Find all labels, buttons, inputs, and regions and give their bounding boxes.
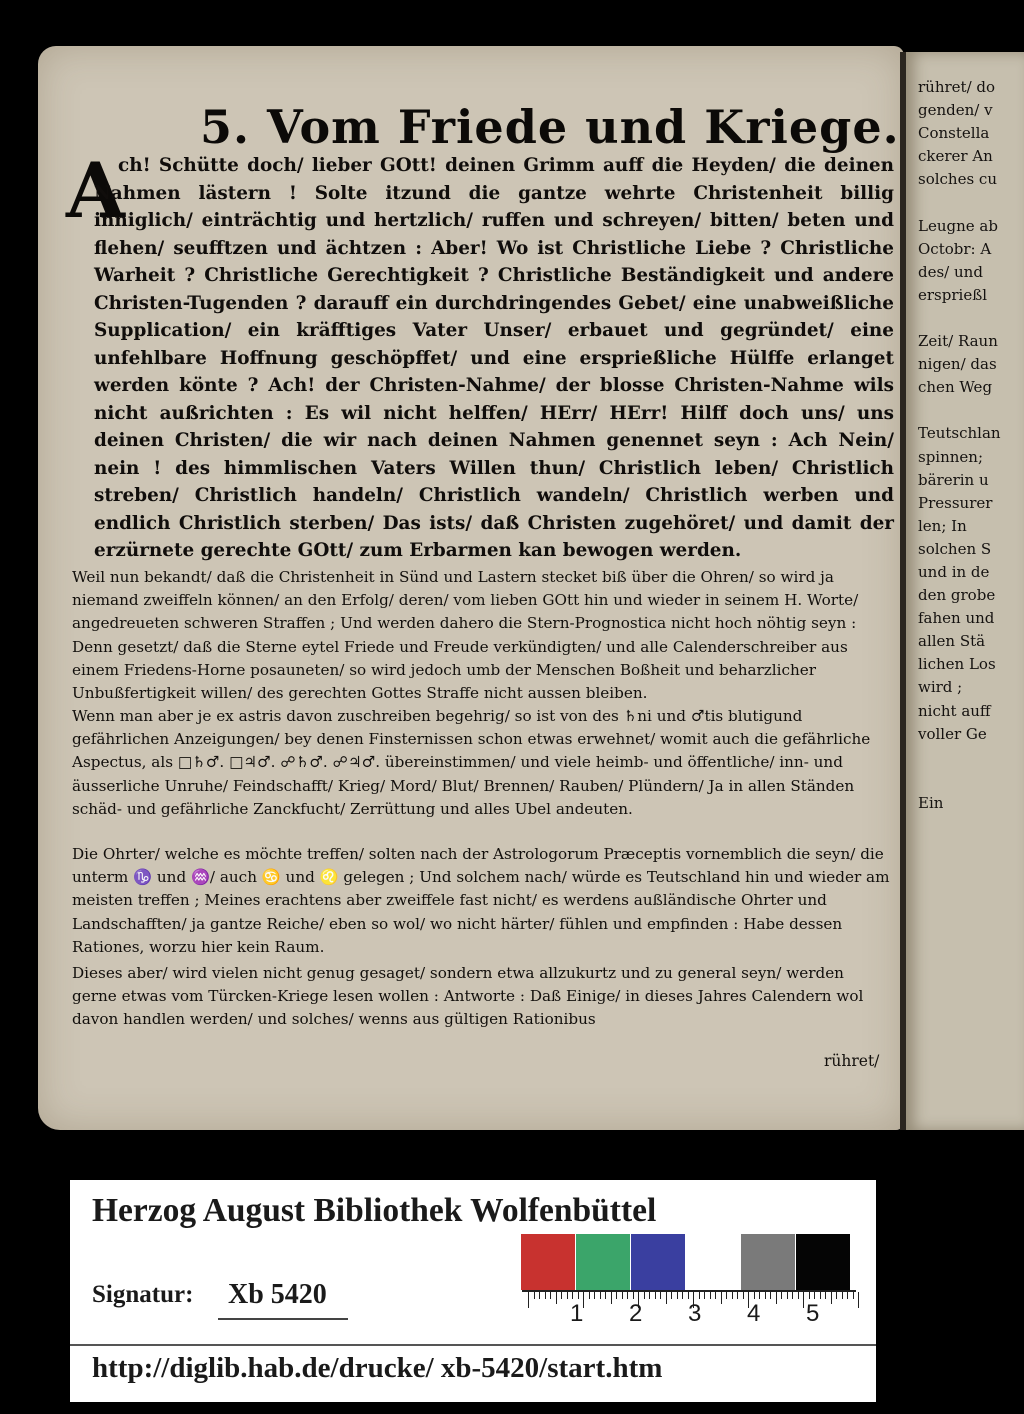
ruler-tick <box>594 1292 595 1299</box>
ruler-tick <box>600 1292 601 1299</box>
facing-page-line: spinnen; <box>918 447 984 466</box>
ruler-tick <box>605 1292 606 1299</box>
ruler-tick <box>534 1292 535 1299</box>
ruler-tick <box>803 1292 804 1308</box>
ruler-tick <box>847 1292 848 1299</box>
facing-page-line: lichen Los <box>918 655 996 674</box>
paragraph-2: Weil nun bekandt/ daß die Christenheit in Sünd und Lastern stecket biß über die Ohren/ so wird ja niemand zweiffeln können/ an den Erfolg/ deren/ vom lieben GOtt hin und wieder in seinem H. Worte/ angedreueten schweren Straffen ; Und werden dahero die Stern-Prognostica nicht hoch nöhtig seyn : Denn gesetzt/ daß die Sterne eytel Friede und Freude verkündigten/ und alle Calenderschreiber aus einem Friedens-Horne posauneten/ so wird jedoch umb der Menschen Boßheit und beharzlicher Unbußfertigkeit willen/ des gerechten Gottes Straffe nicht aussen bleiben. <box>72 568 859 703</box>
facing-page-line: Ein <box>918 793 944 812</box>
facing-page-line: Leugne ab <box>918 216 998 235</box>
facing-page-line: und in de <box>918 562 990 581</box>
ruler-number: 1 <box>570 1300 584 1327</box>
facing-page-line: Octobr: A <box>918 239 992 258</box>
signatur-value: Xb 5420 <box>228 1279 327 1310</box>
ruler-tick <box>528 1292 529 1308</box>
facing-page-text <box>918 76 1024 815</box>
ruler-tick <box>809 1292 810 1299</box>
paragraph-4: Die Ohrter/ welche es möchte treffen/ solten nach der Astrologorum Præceptis vornemblich die seyn/ die unterm ♑ und ♒/ auch ♋ und ♌ gelegen ; Und solchem nach/ würde es Teutschland hin und wieder am meisten treffen ; Meines erachtens aber zweiffele fast nicht/ es werdens außländische Ohrter und Landschafften/ ja gantze Reiche/ eben so wol/ wo nicht härter/ fühlen und empfinden : Habe dessen Rationes, worzu hier kein Raum. <box>72 845 890 956</box>
facing-page-line <box>918 307 1024 330</box>
ruler-tick <box>798 1292 799 1299</box>
color-swatch <box>796 1234 850 1290</box>
facing-page-line: voller Ge <box>918 724 987 743</box>
ruler-tick <box>649 1292 650 1299</box>
ruler-number: 3 <box>688 1300 702 1327</box>
color-swatch <box>521 1234 575 1290</box>
ruler-tick <box>539 1292 540 1299</box>
ruler-tick <box>556 1292 557 1304</box>
facing-page-line: ersprießl <box>918 285 988 304</box>
ruler-tick <box>561 1292 562 1299</box>
color-swatch <box>576 1234 630 1290</box>
ruler-tick <box>622 1292 623 1299</box>
ruler-tick <box>726 1292 727 1299</box>
ruler-tick <box>776 1292 777 1304</box>
ruler-number: 5 <box>806 1300 820 1327</box>
paragraph-1-first-line: ch! Schütte doch/ lieber GOtt! deinen Grimm auff die Heyden/ <box>118 155 776 176</box>
facing-page-line: nigen/ das <box>918 355 997 374</box>
facing-page-line: len; In <box>918 516 967 535</box>
ruler-number: 2 <box>629 1300 643 1327</box>
facing-page-line <box>918 746 1024 769</box>
facing-page-line: fahen und <box>918 609 995 628</box>
ruler-tick <box>781 1292 782 1299</box>
facing-page-line: Teutschlan <box>918 424 1001 443</box>
ruler-tick <box>814 1292 815 1299</box>
ruler-tick <box>792 1292 793 1299</box>
ruler-tick <box>572 1292 573 1299</box>
library-name: Herzog August Bibliothek Wolfenbüttel <box>92 1192 657 1229</box>
document-url: http://diglib.hab.de/drucke/ xb-5420/start.htm <box>92 1352 663 1384</box>
facing-page-line: solches cu <box>918 170 997 189</box>
ruler-tick <box>858 1292 859 1308</box>
ruler-tick <box>787 1292 788 1299</box>
facing-page-line: Pressurer <box>918 493 993 512</box>
ruler-tick <box>765 1292 766 1299</box>
paragraph-3: Wenn man aber je ex astris davon zuschreiben begehrig/ so ist von des ♄ni und ♂tis blutigund gefährlichen Anzeigungen/ bey denen Finsternissen schon etwas erwehnet/ womit auch die gefährliche Aspectus, als □♄♂. □♃♂. ☍♄♂. ☍♃♂. übereinstimmen/ und viele heimb- und öffentliche/ inn- und äusserliche Unruhe/ Feindschafft/ Krieg/ Mord/ Blut/ Brennen/ Rauben/ Plündern/ Ja in allen Ständen schäd- und gefährliche Zanckfucht/ Zerrüttung und alles Ubel andeuten. <box>72 707 871 818</box>
ruler-tick <box>737 1292 738 1299</box>
signatur-underline <box>218 1318 348 1320</box>
facing-page-line <box>918 399 1024 422</box>
facing-page-line: Constella <box>918 124 990 143</box>
ruler-tick <box>688 1292 689 1299</box>
color-swatch <box>741 1234 795 1290</box>
ruler-tick <box>704 1292 705 1299</box>
ruler-tick <box>567 1292 568 1299</box>
ruler-tick <box>836 1292 837 1299</box>
signatur-label: Signatur: <box>92 1281 194 1308</box>
ruler-tick <box>831 1292 832 1304</box>
ruler-tick <box>550 1292 551 1299</box>
ruler-tick <box>754 1292 755 1299</box>
color-swatch <box>686 1234 740 1290</box>
paragraph-1 <box>94 152 894 565</box>
ruler-tick <box>732 1292 733 1299</box>
facing-page-line: nicht auff <box>918 701 991 720</box>
drop-cap: A <box>66 146 125 235</box>
facing-page-line <box>918 769 1024 792</box>
facing-page-line: bärerin u <box>918 470 989 489</box>
section-heading: 5. Vom Friede und Kriege. <box>200 100 900 154</box>
ruler-tick <box>655 1292 656 1299</box>
paragraph-5: Dieses aber/ wird vielen nicht genug gesaget/ sondern etwa allzukurtz und zu general seyn/ werden gerne etwas vom Türcken-Kriege lesen wollen : Antworte : Daß Einige/ in dieses Jahres Calendern wol davon handlen werden/ und solches/ wenns aus gültigen Rationibus <box>72 964 864 1029</box>
ruler-tick <box>682 1292 683 1299</box>
ruler-tick <box>671 1292 672 1299</box>
ruler-tick <box>677 1292 678 1299</box>
ruler-number: 4 <box>747 1300 761 1327</box>
color-swatch <box>631 1234 685 1290</box>
ruler-tick <box>820 1292 821 1299</box>
ruler-tick <box>699 1292 700 1299</box>
ruler-tick <box>589 1292 590 1299</box>
ruler-tick <box>660 1292 661 1299</box>
facing-page-line: den grobe <box>918 586 996 605</box>
facing-page-line: solchen S <box>918 539 992 558</box>
ruler-tick <box>545 1292 546 1299</box>
ruler-tick <box>853 1292 854 1299</box>
ruler-tick <box>627 1292 628 1299</box>
label-divider <box>70 1344 876 1346</box>
ruler-tick <box>721 1292 722 1304</box>
ruler-tick <box>710 1292 711 1299</box>
catchword: rühret/ <box>824 1052 880 1070</box>
ruler-tick <box>611 1292 612 1304</box>
ruler-tick <box>578 1292 579 1299</box>
ruler-tick <box>759 1292 760 1299</box>
ruler-tick <box>743 1292 744 1299</box>
ruler-tick <box>842 1292 843 1299</box>
facing-page-line: allen Stä <box>918 632 986 651</box>
ruler-tick <box>715 1292 716 1299</box>
ruler-tick <box>644 1292 645 1299</box>
facing-page-line: Zeit/ Raun <box>918 332 998 351</box>
facing-page-line: genden/ v <box>918 101 993 120</box>
ruler-tick <box>825 1292 826 1299</box>
facing-page-line <box>918 191 1024 214</box>
facing-page-line: chen Weg <box>918 378 993 397</box>
facing-page-line: ckerer An <box>918 147 993 166</box>
facing-page-line: rühret/ do <box>918 78 996 96</box>
ruler-tick <box>666 1292 667 1304</box>
facing-page-line: des/ und <box>918 262 983 281</box>
ruler-tick <box>633 1292 634 1299</box>
ruler-tick <box>770 1292 771 1299</box>
paragraph-1-rest: die deinen Nahmen lästern ! Solte itzund die gantze wehrte Christenheit billig inniglich/ einträchtig und hertzlich/ ruffen und schreyen/ bitten/ beten und flehen/ seufftzen und ächtzen : Aber! Wo ist Christliche Liebe ? Christliche Warheit ? Christliche Gerechtigkeit ? Christliche Beständigkeit und andere Christen-Tugenden ? darauff ein durchdringendes Gebet/ eine unabweißliche Supplication/ ein kräfftiges Vater Unser/ erbauet und gegründet/ eine unfehlbare Hoffnung geschöpffet/ und eine ersprießliche Hülffe erlanget werden könte ? Ach! der Christen-Nahme/ der blosse Christen-Nahme wils nicht außrichten : Es wil nicht helffen/ HErr/ HErr! Hilff doch uns/ uns deinen Christen/ die wir nach deinen Nahmen genennet seyn : Ach Nein/ nein ! des himmlischen Vaters Willen thun/ Christlich leben/ Christlich streben/ Christlich handeln/ Christlich wandeln/ Christlich werben und endlich Christlich sterben/ Das ists/ daß Christen zugehöret/ und damit der erzürnete gerechte GOtt/ zum Erbarmen kan bewogen werden. <box>94 155 895 561</box>
facing-page-line: wird ; <box>918 678 963 697</box>
ruler-tick <box>616 1292 617 1299</box>
